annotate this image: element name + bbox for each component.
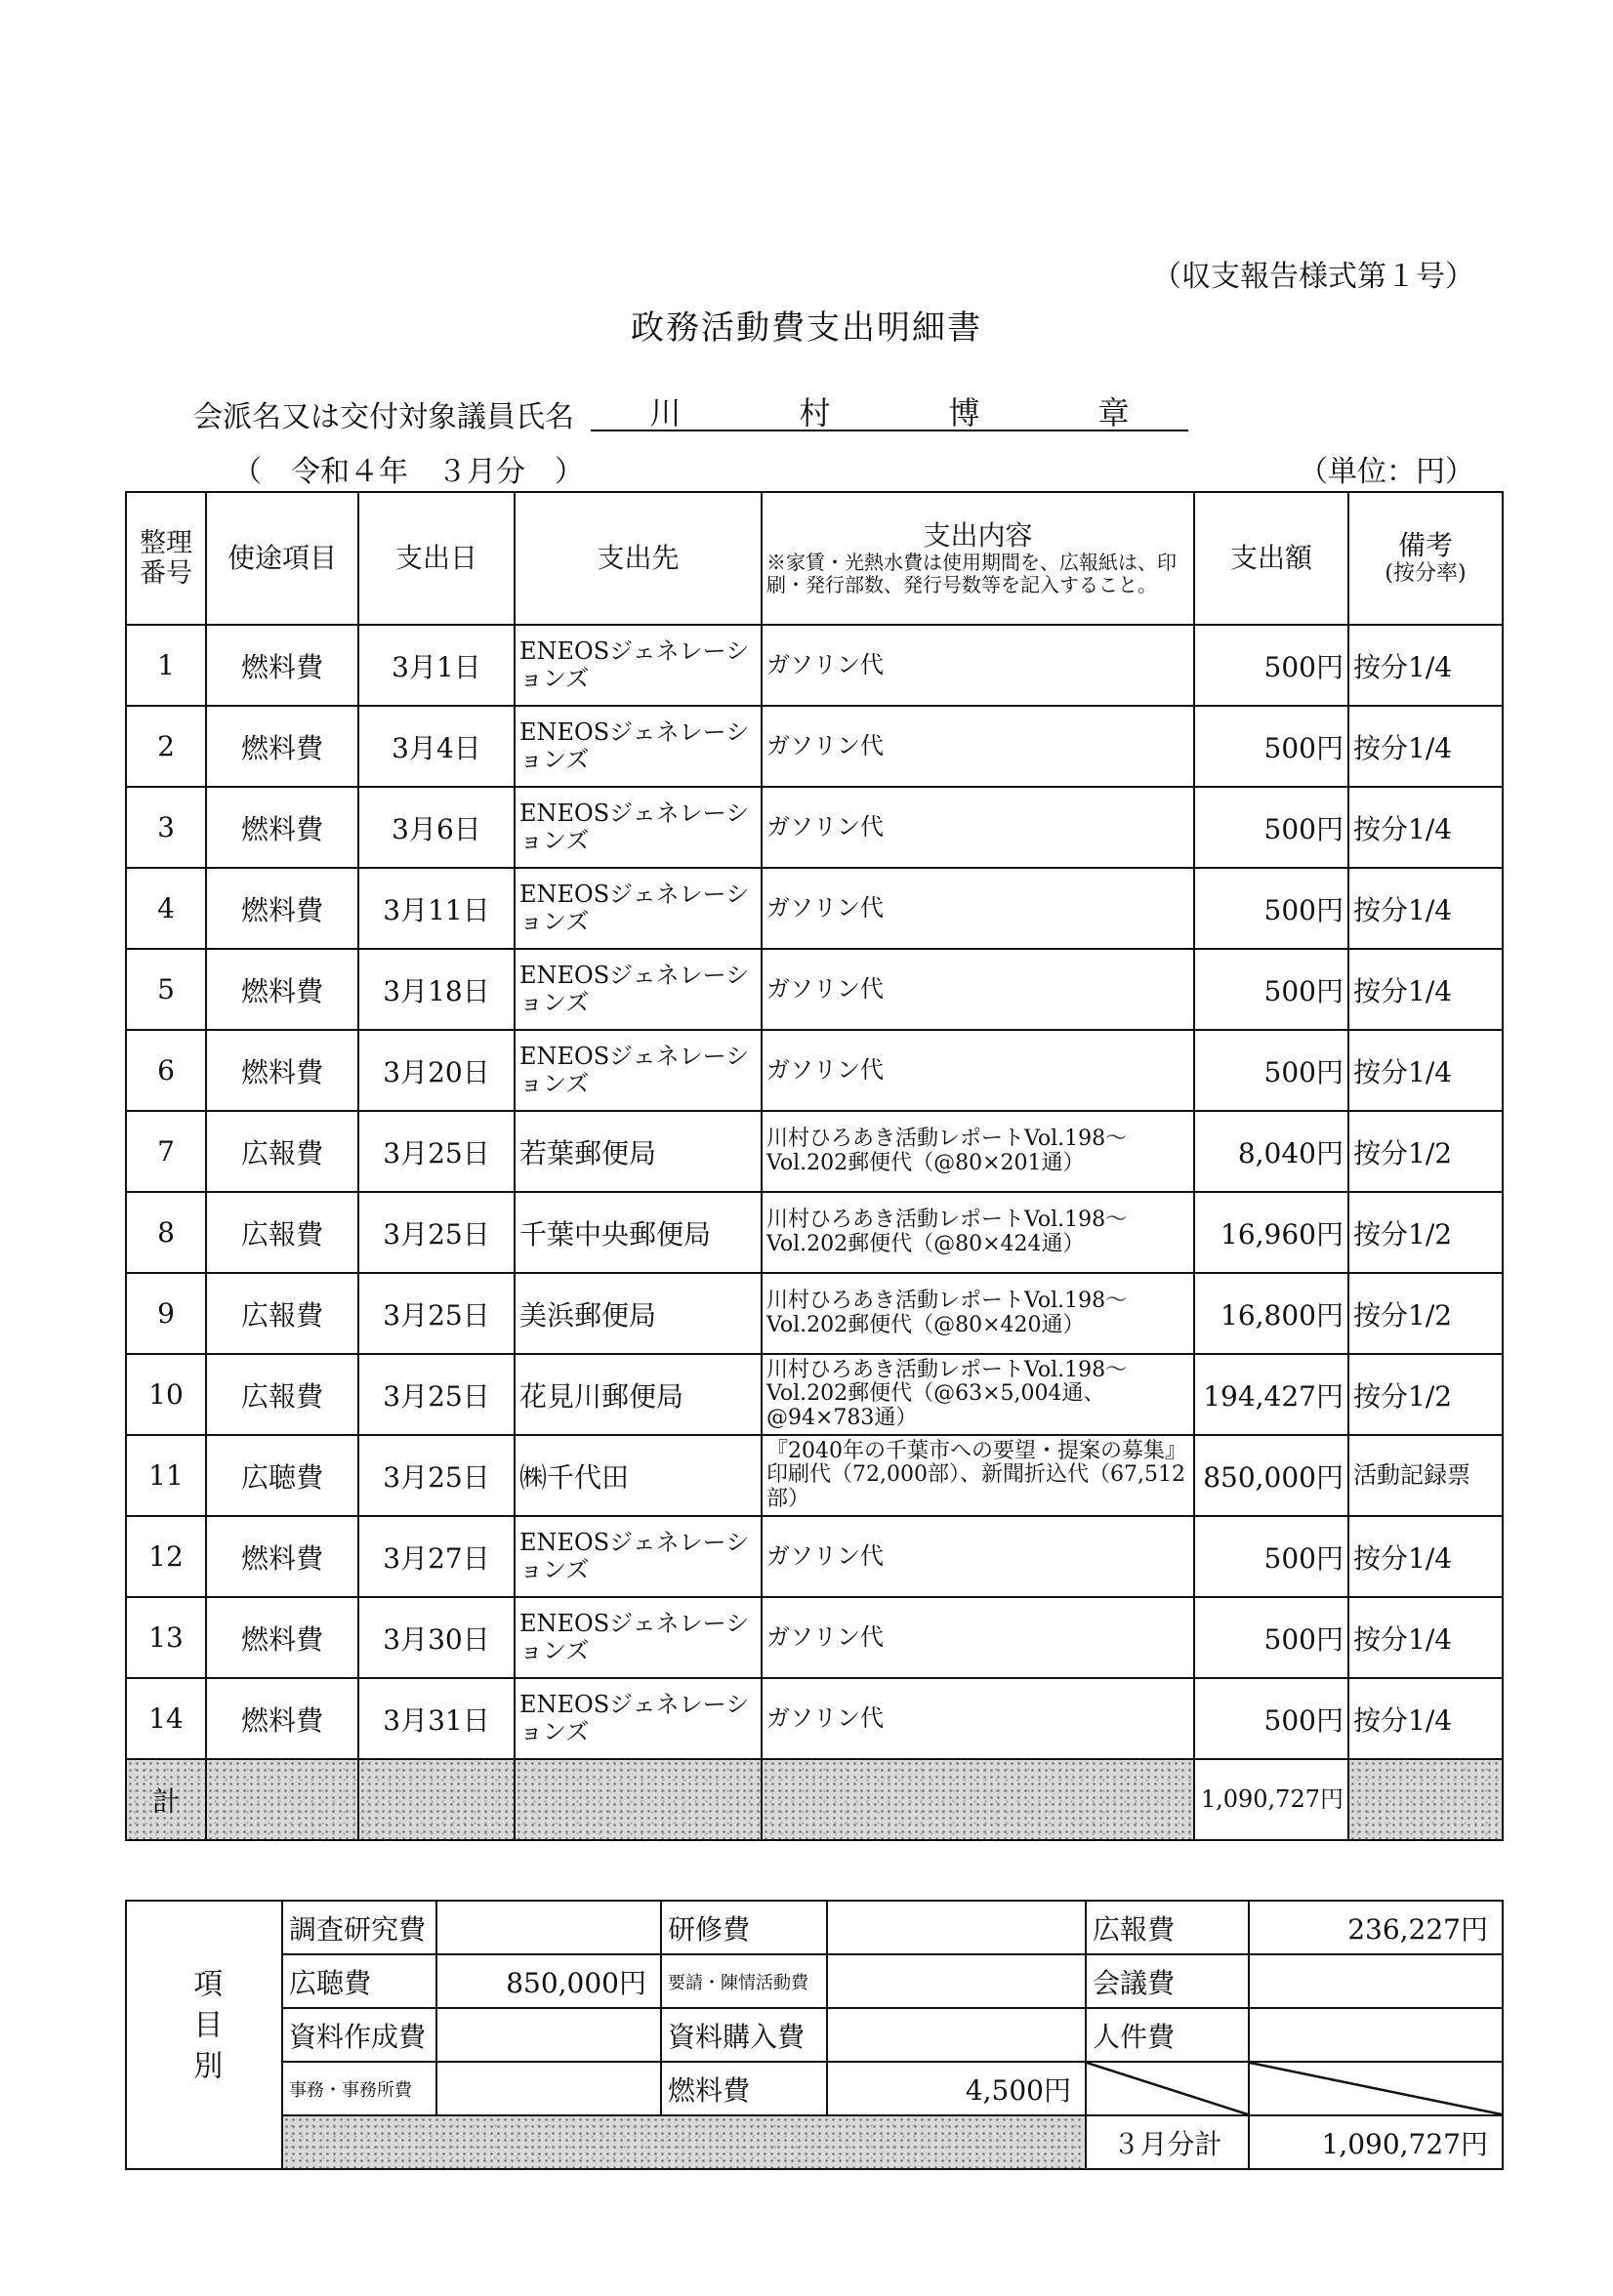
- row-no: 8: [126, 1192, 206, 1273]
- row-date: 3月6日: [358, 787, 515, 868]
- row-category: 燃料費: [206, 1678, 358, 1759]
- header-content: [762, 492, 1194, 625]
- row-date: 3月18日: [358, 949, 515, 1030]
- row-payee: ENEOSジェネレーションズ: [515, 1678, 762, 1759]
- row-category: 燃料費: [206, 625, 358, 706]
- row-date: 3月30日: [358, 1597, 515, 1678]
- document-title: 政務活動費支出明細書: [631, 308, 982, 348]
- row-no: 10: [126, 1354, 206, 1435]
- total-row: [126, 1759, 1503, 1840]
- header-remarks: [1348, 492, 1503, 625]
- row-remarks: 按分1/4: [1348, 1678, 1503, 1759]
- row-payee: 美浜郵便局: [515, 1273, 762, 1354]
- row-payee: 千葉中央郵便局: [515, 1192, 762, 1273]
- row-date: 3月1日: [358, 625, 515, 706]
- row-remarks: 按分1/2: [1348, 1354, 1503, 1435]
- row-category: 広報費: [206, 1273, 358, 1354]
- category-summary-table: [125, 1900, 1504, 2170]
- row-content: ガソリン代: [762, 787, 1194, 868]
- table-row: [126, 1111, 1503, 1192]
- petition-label: 要請・陳情活動費: [661, 1954, 827, 2008]
- research-label: 調査研究費: [282, 1901, 436, 1954]
- table-row: [126, 1192, 1503, 1273]
- header-category: 使途項目: [206, 492, 358, 625]
- total-filler: [515, 1759, 762, 1840]
- row-date: 3月25日: [358, 1354, 515, 1435]
- row-date: 3月25日: [358, 1192, 515, 1273]
- row-category: 燃料費: [206, 949, 358, 1030]
- unit-label: （単位：円）: [1299, 455, 1474, 489]
- summary-row: [126, 2115, 1503, 2169]
- row-amount: 500円: [1194, 949, 1348, 1030]
- row-no: 1: [126, 625, 206, 706]
- office-label: 事務・事務所費: [282, 2062, 436, 2115]
- row-category: 燃料費: [206, 1516, 358, 1597]
- row-content: 『2040年の千葉市への要望・提案の募集』印刷代（72,000部）、新聞折込代（67,512部）: [762, 1435, 1194, 1516]
- materials-buy-label: 資料購入費: [661, 2008, 827, 2062]
- row-payee: ENEOSジェネレーションズ: [515, 1030, 762, 1111]
- row-category: 広報費: [206, 1354, 358, 1435]
- publicity-value: 236,227円: [1249, 1901, 1503, 1954]
- petition-value: [827, 1954, 1086, 2008]
- row-date: 3月25日: [358, 1111, 515, 1192]
- header-remarks-sub: (按分率): [1385, 561, 1467, 587]
- row-remarks: 按分1/2: [1348, 1192, 1503, 1273]
- row-payee: 花見川郵便局: [515, 1354, 762, 1435]
- table-row: [126, 625, 1503, 706]
- materials-make-value: [436, 2008, 661, 2062]
- row-remarks: 按分1/4: [1348, 1597, 1503, 1678]
- row-no: 13: [126, 1597, 206, 1678]
- row-date: 3月31日: [358, 1678, 515, 1759]
- member-name-char: 博: [948, 394, 980, 431]
- row-category: 燃料費: [206, 868, 358, 949]
- row-content: ガソリン代: [762, 1678, 1194, 1759]
- row-payee: ENEOSジェネレーションズ: [515, 868, 762, 949]
- row-content: ガソリン代: [762, 868, 1194, 949]
- row-amount: 500円: [1194, 1516, 1348, 1597]
- row-remarks: 按分1/2: [1348, 1273, 1503, 1354]
- row-amount: 500円: [1194, 706, 1348, 787]
- table-row: [126, 1597, 1503, 1678]
- summary-row: [126, 2008, 1503, 2062]
- summary-row: [126, 2062, 1503, 2115]
- personnel-label: 人件費: [1086, 2008, 1249, 2062]
- row-category: 広報費: [206, 1111, 358, 1192]
- row-amount: 8,040円: [1194, 1111, 1348, 1192]
- row-content: ガソリン代: [762, 1597, 1194, 1678]
- row-date: 3月25日: [358, 1435, 515, 1516]
- table-row: [126, 1516, 1503, 1597]
- row-remarks: 按分1/4: [1348, 949, 1503, 1030]
- table-row: [126, 787, 1503, 868]
- hearing-label: 広聴費: [282, 1954, 436, 2008]
- row-amount: 500円: [1194, 1597, 1348, 1678]
- row-remarks: 活動記録票: [1348, 1435, 1503, 1516]
- row-payee: ENEOSジェネレーションズ: [515, 949, 762, 1030]
- expense-table: [125, 491, 1504, 1841]
- row-amount: 500円: [1194, 1030, 1348, 1111]
- member-name-char: 村: [799, 394, 831, 431]
- row-amount: 500円: [1194, 1678, 1348, 1759]
- row-payee: ㈱千代田: [515, 1435, 762, 1516]
- row-payee: ENEOSジェネレーションズ: [515, 1597, 762, 1678]
- row-no: 2: [126, 706, 206, 787]
- summary-row: [126, 1901, 1503, 1954]
- training-value: [827, 1901, 1086, 1954]
- row-no: 9: [126, 1273, 206, 1354]
- table-row: [126, 706, 1503, 787]
- table-row: [126, 1354, 1503, 1435]
- row-no: 4: [126, 868, 206, 949]
- month-total-value: 1,090,727円: [1249, 2115, 1503, 2169]
- header-no: 整理番号: [126, 492, 206, 625]
- row-remarks: 按分1/2: [1348, 1111, 1503, 1192]
- fuel-label: 燃料費: [661, 2062, 827, 2115]
- table-row: [126, 1273, 1503, 1354]
- row-amount: 500円: [1194, 625, 1348, 706]
- row-no: 5: [126, 949, 206, 1030]
- summary-filler: [282, 2115, 1086, 2169]
- row-remarks: 按分1/4: [1348, 868, 1503, 949]
- row-date: 3月27日: [358, 1516, 515, 1597]
- header-content-note: ※家賃・光熱水費は使用期間を、広報紙は、印刷・発行部数、発行号数等を記入すること。: [766, 551, 1177, 597]
- row-content: 川村ひろあき活動レポートVol.198～Vol.202郵便代（@80×420通）: [762, 1273, 1194, 1354]
- header-remarks-title: 備考: [1397, 529, 1453, 562]
- hearing-value: 850,000円: [436, 1954, 661, 2008]
- table-row: [126, 868, 1503, 949]
- report-period: （ 令和４年 ３月分 ）: [232, 455, 584, 489]
- total-filler: [358, 1759, 515, 1840]
- row-content: ガソリン代: [762, 1516, 1194, 1597]
- row-category: 燃料費: [206, 1030, 358, 1111]
- row-remarks: 按分1/4: [1348, 625, 1503, 706]
- table-header-row: [126, 492, 1503, 625]
- row-amount: 16,800円: [1194, 1273, 1348, 1354]
- row-amount: 500円: [1194, 868, 1348, 949]
- training-label: 研修費: [661, 1901, 827, 1954]
- row-category: 燃料費: [206, 1597, 358, 1678]
- table-row: [126, 1030, 1503, 1111]
- personnel-value: [1249, 2008, 1503, 2062]
- row-no: 6: [126, 1030, 206, 1111]
- materials-buy-value: [827, 2008, 1086, 2062]
- diagonal-void-cell: [1086, 2062, 1249, 2115]
- materials-make-label: 資料作成費: [282, 2008, 436, 2062]
- member-name-char: 川: [649, 394, 682, 431]
- meeting-value: [1249, 1954, 1503, 2008]
- month-total-label: ３月分計: [1086, 2115, 1249, 2169]
- member-name: [591, 389, 1188, 431]
- member-name-label: 会派名又は交付対象議員氏名: [193, 400, 574, 434]
- research-value: [436, 1901, 661, 1954]
- row-category: 広報費: [206, 1192, 358, 1273]
- total-filler: [762, 1759, 1194, 1840]
- member-name-char: 章: [1097, 394, 1130, 431]
- row-amount: 16,960円: [1194, 1192, 1348, 1273]
- table-row: [126, 1678, 1503, 1759]
- row-date: 3月4日: [358, 706, 515, 787]
- diagonal-void-cell: [1249, 2062, 1503, 2115]
- meeting-label: 会議費: [1086, 1954, 1249, 2008]
- row-remarks: 按分1/4: [1348, 1030, 1503, 1111]
- row-date: 3月25日: [358, 1273, 515, 1354]
- row-date: 3月20日: [358, 1030, 515, 1111]
- row-content: ガソリン代: [762, 1030, 1194, 1111]
- row-payee: ENEOSジェネレーションズ: [515, 1516, 762, 1597]
- row-amount: 850,000円: [1194, 1435, 1348, 1516]
- table-row: [126, 949, 1503, 1030]
- header-content-title: 支出内容: [923, 518, 1033, 552]
- row-payee: ENEOSジェネレーションズ: [515, 706, 762, 787]
- row-content: ガソリン代: [762, 949, 1194, 1030]
- row-remarks: 按分1/4: [1348, 787, 1503, 868]
- summary-side-text: 項目別: [187, 1967, 223, 2091]
- row-content: ガソリン代: [762, 706, 1194, 787]
- total-label: 計: [126, 1759, 206, 1840]
- row-no: 3: [126, 787, 206, 868]
- row-payee: ENEOSジェネレーションズ: [515, 787, 762, 868]
- row-content: 川村ひろあき活動レポートVol.198～Vol.202郵便代（@80×201通）: [762, 1111, 1194, 1192]
- row-remarks: 按分1/4: [1348, 706, 1503, 787]
- row-no: 14: [126, 1678, 206, 1759]
- summary-row: [126, 1954, 1503, 2008]
- form-number: （収支報告様式第１号）: [1152, 260, 1474, 294]
- row-no: 11: [126, 1435, 206, 1516]
- total-filler: [206, 1759, 358, 1840]
- header-date: 支出日: [358, 492, 515, 625]
- office-value: [436, 2062, 661, 2115]
- row-remarks: 按分1/4: [1348, 1516, 1503, 1597]
- row-no: 7: [126, 1111, 206, 1192]
- total-filler: [1348, 1759, 1503, 1840]
- header-amount: 支出額: [1194, 492, 1348, 625]
- row-content: 川村ひろあき活動レポートVol.198～Vol.202郵便代（@80×424通）: [762, 1192, 1194, 1273]
- row-payee: ENEOSジェネレーションズ: [515, 625, 762, 706]
- header-payee: 支出先: [515, 492, 762, 625]
- row-content: 川村ひろあき活動レポートVol.198～Vol.202郵便代（@63×5,004通、@94×783通）: [762, 1354, 1194, 1435]
- row-date: 3月11日: [358, 868, 515, 949]
- row-category: 燃料費: [206, 787, 358, 868]
- row-category: 広聴費: [206, 1435, 358, 1516]
- total-amount: 1,090,727円: [1194, 1759, 1348, 1840]
- row-content: ガソリン代: [762, 625, 1194, 706]
- row-amount: 194,427円: [1194, 1354, 1348, 1435]
- summary-side-label: [126, 1901, 282, 2169]
- fuel-value: 4,500円: [827, 2062, 1086, 2115]
- table-row: [126, 1435, 1503, 1516]
- row-no: 12: [126, 1516, 206, 1597]
- row-amount: 500円: [1194, 787, 1348, 868]
- row-payee: 若葉郵便局: [515, 1111, 762, 1192]
- row-category: 燃料費: [206, 706, 358, 787]
- publicity-label: 広報費: [1086, 1901, 1249, 1954]
